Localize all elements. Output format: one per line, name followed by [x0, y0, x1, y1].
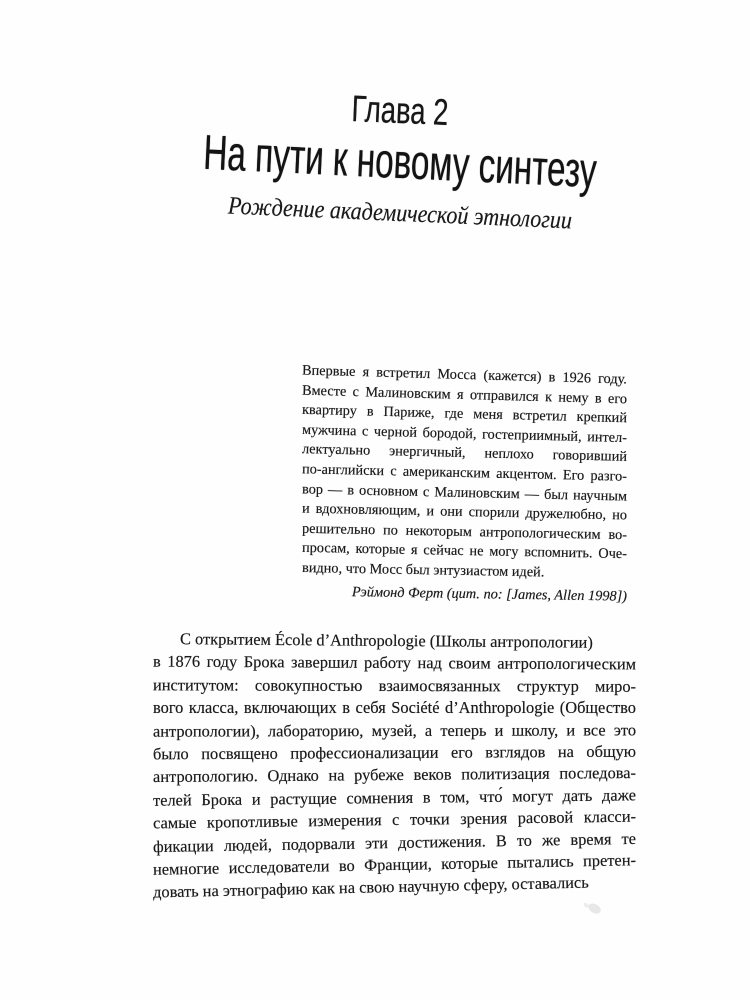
paragraph-line: довать на этнографию как на свою научную сферу, оставались [152, 872, 589, 902]
quote-line: лектуально энергичный, неплохо говоривший [301, 441, 628, 466]
paragraph-line: фикации людей, подорвали эти достижения. В то же время те [152, 828, 637, 856]
paragraph-line: самые кропотливые измерения с точки зрения расовой класси- [152, 806, 637, 833]
paragraph-line: институтом: совокупностью взаимосвязанных структур миро- [152, 675, 637, 696]
paragraph-line: немногие исследователи во Франции, которые пытались претен- [152, 850, 637, 879]
quote-line: решительно по некоторым антропологическим во- [301, 520, 628, 544]
quote-line: и вдохновляющим, и они спорили дружелюбно, но [301, 500, 628, 524]
paragraph-line: было посвящено профессионализации его взглядов на общую [152, 741, 637, 764]
chapter-label: Глава 2 [350, 87, 450, 134]
quote-line: вор — в основном с Малиновским — был научным [301, 480, 628, 505]
chapter-subtitle: Рождение академической этнологии [227, 192, 573, 235]
quote-line: Впервые я встретил Мосса (кажется) в 1926 году. [301, 362, 628, 388]
scan-artifact [587, 901, 603, 916]
chapter-title: На пути к новому синтезу [202, 125, 598, 199]
paragraph-line: вого класса, включающих в себя Société d’Anthropologie (Общество [152, 698, 637, 718]
quote-line: по-английски с американским акцентом. Его разго- [301, 461, 628, 485]
quote-line: просам, которые я сейчас не могу вспомнить. Оче- [301, 540, 628, 563]
paragraph-line: С открытием École d’Anthropologie (Школы антропологии) [179, 629, 593, 652]
quote-attribution: Рэймонд Ферт (цит. по: [James, Allen 1998]) [351, 583, 628, 605]
paragraph-line: антропологию. Однако на рубеже веков политизация последова- [152, 763, 637, 787]
quote-line: мужчина с черной бородой, гостеприимный, интел- [301, 421, 628, 446]
quote-lines [301, 362, 628, 582]
paragraph-line: телей Брока и растущие сомнения в том, что́ могут дать даже [152, 785, 637, 810]
epigraph-quote [301, 362, 628, 605]
quote-line: квартиру в Париже, где меня встретил крепкий [301, 401, 628, 427]
quote-line: Вместе с Малиновским я отправился к нему в его [301, 382, 628, 407]
quote-line: видно, что Мосс был энтузиастом идей. [301, 559, 545, 581]
paragraph-line: в 1876 году Брока завершил работу над своим антропологическим [152, 651, 637, 674]
body-paragraph [152, 629, 637, 902]
paragraph-line: антропологии), лабораторию, музей, а теперь и школу, и все это [152, 719, 637, 741]
